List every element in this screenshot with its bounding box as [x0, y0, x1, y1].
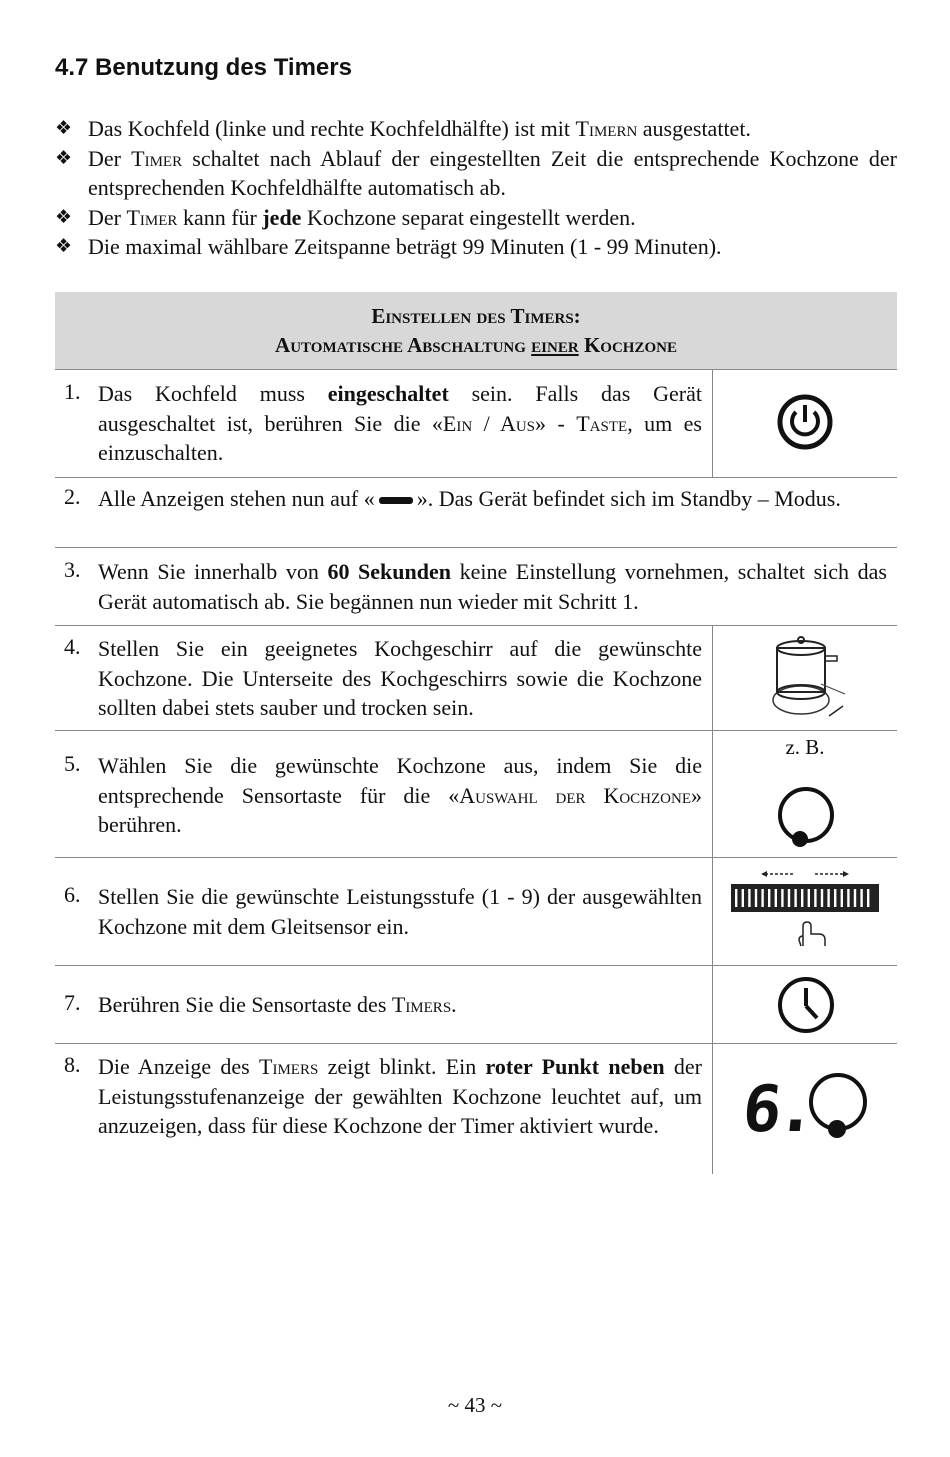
- step-text: Die Anzeige des Timers zeigt blinkt. Ein roter Punkt neben der Leistungsstufenanzeige der gewählten Kochzone leuchtet auf, um anzuzeigen, dass für diese Kochzone der Timer aktiviert wurde.: [98, 1054, 703, 1138]
- dash-icon: [379, 497, 413, 504]
- display-digit: 6.: [739, 1073, 816, 1147]
- timer-clock-icon: [775, 974, 837, 1036]
- step-illustration: [712, 966, 897, 1043]
- diamond-bullet-icon: ❖: [55, 205, 73, 228]
- step-text: Wählen Sie die gewünschte Kochzone aus, indem Sie die entsprechende Sensortaste für die «Auswahl der Kochzone» berühren.: [98, 753, 703, 837]
- slider-tick: [768, 889, 770, 907]
- table-row: [55, 966, 897, 1044]
- page-number: ~ 43 ~: [447, 1393, 503, 1417]
- slider-tick: [761, 889, 763, 907]
- slider-tick: [788, 889, 790, 907]
- header-line-2: Automatische Abschaltung einer Kochzone: [275, 333, 677, 357]
- step-illustration: [712, 858, 897, 965]
- list-item: ❖ Der Timer schaltet nach Ablauf der eingestellten Zeit die entsprechende Kochzone der entsprechenden Kochfeldhälfte automatisch ab.: [55, 145, 897, 200]
- slider-tick: [742, 889, 744, 907]
- table-header: [55, 292, 897, 370]
- slider-tick: [794, 889, 796, 907]
- step-illustration: [712, 626, 897, 730]
- slider-tick: [735, 889, 737, 907]
- slider-tick: [748, 889, 750, 907]
- cooking-zone-icon: [775, 785, 837, 851]
- step-illustration: [712, 370, 897, 477]
- diamond-bullet-icon: ❖: [55, 146, 73, 169]
- table-row: [55, 478, 897, 548]
- step-text: Stellen Sie die gewünschte Leistungsstufe (1 - 9) der ausgewählten Kochzone mit dem Gleitsensor ein.: [98, 884, 702, 939]
- slider-tick: [755, 889, 757, 907]
- step-text: Alle Anzeigen stehen nun auf « ». Das Gerät befindet sich im Standby – Modus.: [98, 486, 841, 511]
- slider-tick: [781, 889, 783, 907]
- step-text: Stellen Sie ein geeignetes Kochgeschirr auf die gewünschte Kochzone. Die Unterseite des Kochgeschirrs sowie die Kochzone sollten dabei stets sauber und trocken sein.: [98, 636, 702, 720]
- slider-tick: [801, 889, 803, 907]
- diamond-bullet-icon: ❖: [55, 235, 73, 257]
- table-row: [55, 858, 897, 966]
- step-text: Berühren Sie die Sensortaste des Timers.: [98, 992, 457, 1017]
- slider-tick: [821, 889, 823, 907]
- slider-tick: [847, 889, 849, 907]
- step-illustration: [712, 1044, 897, 1174]
- step-number: 6.: [64, 882, 81, 907]
- slider-tick: [827, 889, 829, 907]
- icon-caption: z. B.: [785, 735, 825, 759]
- list-item: ❖ Die maximal wählbare Zeitspanne beträgt 99 Minuten (1 - 99 Minuten).: [55, 232, 897, 262]
- list-item: ❖ Der Timer kann für jede Kochzone separat eingestellt werden.: [55, 203, 897, 233]
- power-icon: [775, 392, 835, 452]
- step-number: 2.: [64, 484, 81, 509]
- step-number: 1.: [64, 379, 81, 404]
- header-line-1: Einstellen des Timers:: [371, 304, 581, 328]
- step-number: 7.: [64, 990, 81, 1015]
- instruction-table: [55, 292, 897, 1174]
- table-row: [55, 626, 897, 731]
- step-number: 5.: [64, 751, 81, 776]
- step-text: Wenn Sie innerhalb von 60 Sekunden keine Einstellung vornehmen, schaltet sich das Gerät automatisch ab. Sie begännen nun wieder mit Schritt 1.: [98, 559, 887, 614]
- step-number: 3.: [64, 557, 81, 582]
- power-level-display-icon: [739, 1073, 873, 1154]
- step-text: Das Kochfeld muss eingeschaltet sein. Falls das Gerät ausgeschaltet ist, berühren Sie die «Ein / Aus» - Taste, um es einzuschalten.: [98, 381, 702, 465]
- cooking-zone-icon: [807, 1070, 869, 1142]
- table-row: [55, 1044, 897, 1174]
- slider-tick: [854, 889, 856, 907]
- slider-tick: [808, 889, 810, 907]
- feature-list: [55, 114, 897, 262]
- table-row: [55, 731, 897, 858]
- step-illustration: [712, 731, 897, 857]
- slider-tick: [814, 889, 816, 907]
- section-heading: 4.7 Benutzung des Timers: [55, 54, 352, 81]
- step-number: 8.: [64, 1052, 81, 1077]
- step-number: 4.: [64, 634, 81, 659]
- diamond-bullet-icon: ❖: [55, 117, 73, 139]
- cookware-icon: [769, 636, 849, 720]
- slider-sensor-icon: [729, 864, 881, 954]
- list-item: ❖ Das Kochfeld (linke und rechte Kochfeldhälfte) ist mit Timern ausgestattet.: [55, 114, 897, 144]
- slider-tick: [867, 889, 869, 907]
- table-row: [55, 548, 897, 626]
- slider-tick: [834, 889, 836, 907]
- table-row: [55, 370, 897, 478]
- slider-tick: [775, 889, 777, 907]
- slider-tick: [841, 889, 843, 907]
- slider-tick: [860, 889, 862, 907]
